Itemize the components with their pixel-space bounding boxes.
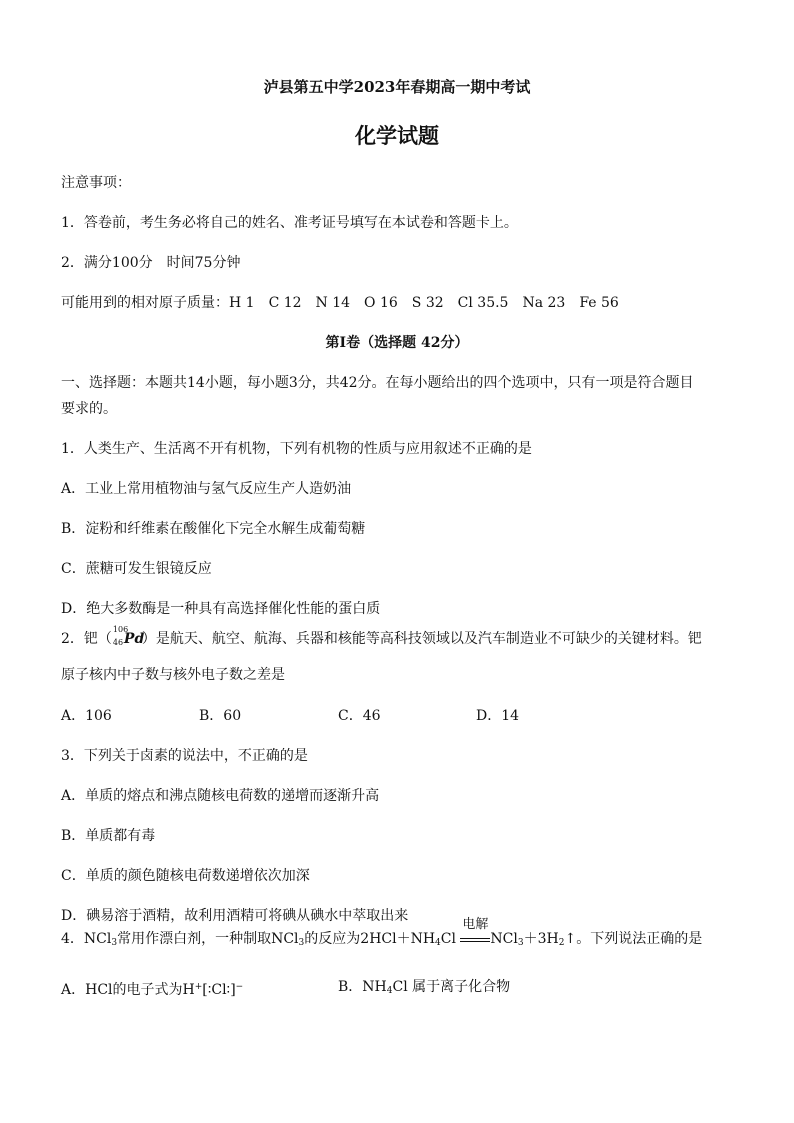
q4-text-7: ↑。下列说法正确的是	[564, 931, 703, 947]
q4-text-1: 4．NCl	[61, 931, 112, 947]
q4-a-text-1: A．HCl的电子式为H	[61, 982, 195, 998]
palladium-nuclide	[112, 625, 145, 649]
q4-text-2: 常用作漂白剂，一种制取NCl	[117, 931, 299, 947]
q4-option-b	[338, 977, 510, 1001]
section-1-title: 第I卷（选择题 42分）	[325, 335, 469, 351]
electrolysis-condition: 电解	[462, 917, 489, 932]
q2-stem-suffix: ）是航天、航空、航海、兵器和核能等高科技领域以及汽车制造业不可缺少的关键材料。钯	[141, 631, 702, 647]
q3-option-a: A．单质的熔点和沸点随核电荷数的递增而逐渐升高	[61, 788, 380, 804]
q2-stem-prefix: 2．钯（	[61, 631, 112, 647]
q1-stem: 1．人类生产、生活离不开有机物，下列有机物的性质与应用叙述不正确的是	[61, 441, 532, 457]
q1-option-a: A．工业上常用植物油与氢气反应生产人造奶油	[61, 481, 352, 497]
q3-option-b: B．单质都有毒	[61, 828, 156, 844]
q2-option-b: B．60	[199, 708, 242, 724]
q2-stem	[61, 625, 702, 649]
q1-option-c: C．蔗糖可发生银镜反应	[61, 561, 212, 577]
q4-sub-4: 3	[517, 938, 524, 948]
q4-sub-3: 4	[435, 938, 441, 948]
equals-bar-bottom	[460, 941, 490, 942]
q4-a-text-2: [∶Cl∶]	[202, 982, 236, 998]
q4-b-sub: 4	[386, 986, 393, 996]
q4-b-text-1: B．NH	[338, 979, 387, 995]
note-item-1: 1．答卷前，考生务必将自己的姓名、准考证号填写在本试卷和答题卡上。	[61, 215, 518, 231]
q3-stem: 3．下列关于卤素的说法中，不正确的是	[61, 748, 308, 764]
note-item-2: 2．满分100分 时间75分钟	[61, 255, 241, 271]
q1-option-b: B．淀粉和纤维素在酸催化下完全水解生成葡萄糖	[61, 521, 366, 537]
section-1-instructions: 一、选择题：本题共14小题，每小题3分，共42分。在每小题给出的四个选项中，只有一项是符合题目	[61, 375, 694, 391]
q4-a-sup-1: +	[194, 982, 203, 992]
q4-stem	[61, 917, 703, 953]
q4-text-5: NCl	[490, 931, 518, 947]
q4-text-6: ＋3H	[523, 931, 559, 947]
q4-option-a	[61, 977, 243, 1000]
subject-title: 化学试题	[355, 123, 439, 148]
q3-option-c: C．单质的颜色随核电荷数递增依次加深	[61, 868, 310, 884]
q4-sub-1: 3	[111, 938, 118, 948]
q4-text-4: Cl	[440, 931, 461, 947]
school-exam-title: 泸县第五中学2023年春期高一期中考试	[263, 78, 531, 96]
electrolysis-arrow	[460, 917, 490, 949]
q1-option-d: D．绝大多数酶是一种具有高选择催化性能的蛋白质	[61, 601, 381, 617]
q2-option-d: D．14	[476, 708, 520, 724]
q4-sub-5: 2	[558, 938, 565, 948]
notes-heading: 注意事项：	[61, 175, 131, 191]
section-1-instructions-cont: 要求的。	[61, 401, 117, 417]
nuclide-atomic-number: 46	[112, 638, 124, 647]
q4-a-sup-2: −	[235, 982, 244, 992]
nuclide-mass-number: 106	[112, 625, 129, 634]
equals-bar-top	[460, 938, 490, 939]
nuclide-symbol: Pd	[123, 631, 145, 647]
q2-option-a: A．106	[61, 708, 112, 724]
atomic-masses: 可能用到的相对原子质量：H 1 C 12 N 14 O 16 S 32 Cl 35.5 Na 23 Fe 56	[61, 295, 619, 311]
q2-stem-line2: 原子核内中子数与核外电子数之差是	[61, 667, 285, 683]
q4-b-text-2: Cl 属于离子化合物	[392, 979, 511, 995]
q2-option-c: C．46	[338, 708, 381, 724]
q4-text-3: 的反应为2HCl＋NH	[304, 931, 436, 947]
q3-option-d: D．碘易溶于酒精，故利用酒精可将碘从碘水中萃取出来	[61, 908, 409, 924]
q4-sub-2: 3	[298, 938, 305, 948]
